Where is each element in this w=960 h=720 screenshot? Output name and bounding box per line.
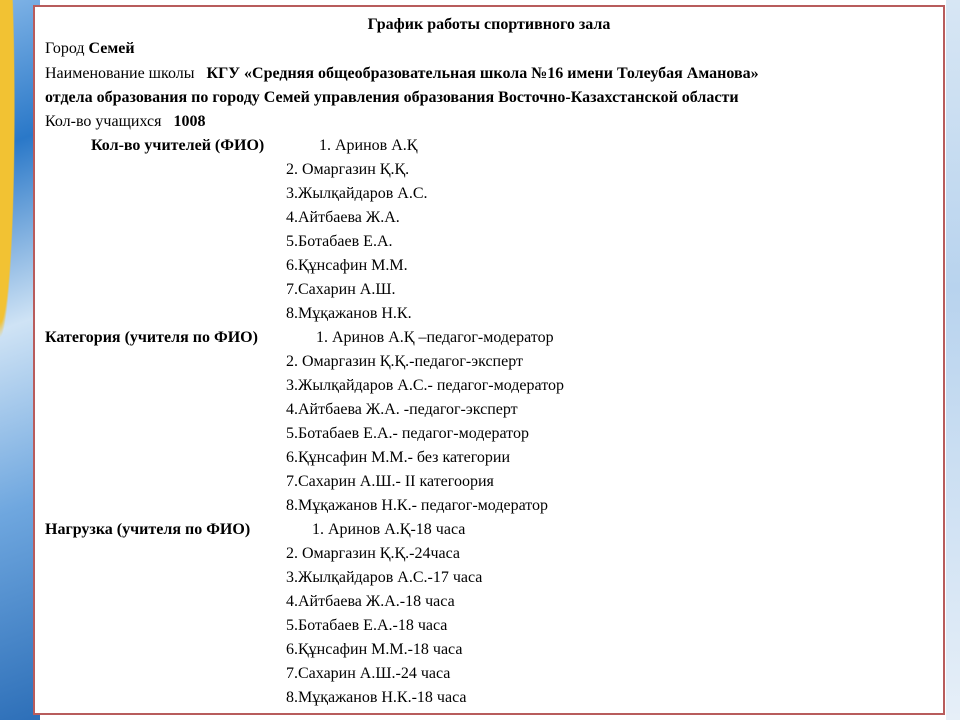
category-item: 5.Ботабаев Е.А.- педагог-модератор xyxy=(286,425,529,442)
teacher-item: 3.Жылқайдаров А.С. xyxy=(286,185,428,202)
school-name-line2: отдела образования по городу Семей управления образования Восточно-Казахстанской области xyxy=(45,89,739,106)
category-item: 6.Құнсафин М.М.- без категории xyxy=(286,449,511,466)
load-item: 3.Жылқайдаров А.С.-17 часа xyxy=(286,569,483,586)
document-panel xyxy=(33,5,945,715)
teacher-item: 2. Омаргазин Қ.Қ. xyxy=(286,161,410,178)
teacher-item: 5.Ботабаев Е.А. xyxy=(286,233,393,250)
category-item: 2. Омаргазин Қ.Қ.-педагог-эксперт xyxy=(286,353,523,370)
teachers-label: Кол-во учителей (ФИО) xyxy=(91,137,265,154)
teacher-item: 8.Мұқажанов Н.К. xyxy=(286,305,412,322)
school-label: Наименование школы xyxy=(45,65,195,82)
teacher-item: 4.Айтбаева Ж.А. xyxy=(286,209,400,226)
students-label: Кол-во учащихся xyxy=(45,113,162,130)
load-item: 8.Мұқажанов Н.К.-18 часа xyxy=(286,689,467,706)
load-item: 4.Айтбаева Ж.А.-18 часа xyxy=(286,593,455,610)
teacher-item: 6.Құнсафин М.М. xyxy=(286,257,408,274)
category-item: 7.Сахарин А.Ш.- II категоория xyxy=(286,473,494,490)
students-row xyxy=(45,112,205,132)
school-name-line1: КГУ «Средняя общеобразовательная школа №16 имени Толеубая Аманова» xyxy=(206,65,759,82)
school-row xyxy=(45,64,759,84)
load-item: 1. Аринов А.Қ-18 часа xyxy=(312,521,466,538)
load-item: 2. Омаргазин Қ.Қ.-24часа xyxy=(286,545,460,562)
load-item: 6.Құнсафин М.М.-18 часа xyxy=(286,641,463,658)
background-decoration-right xyxy=(946,0,960,720)
page-title: График работы спортивного зала xyxy=(367,16,611,33)
category-item: 8.Мұқажанов Н.К.- педагог-модератор xyxy=(286,497,549,514)
category-item: 3.Жылқайдаров А.С.- педагог-модератор xyxy=(286,377,564,394)
city-value: Семей xyxy=(88,40,135,57)
category-item: 4.Айтбаева Ж.А. -педагог-эксперт xyxy=(286,401,518,418)
load-label: Нагрузка (учителя по ФИО) xyxy=(45,521,251,538)
category-label: Категория (учителя по ФИО) xyxy=(45,329,258,346)
teacher-item: 1. Аринов А.Қ xyxy=(319,137,418,154)
city-label: Город xyxy=(45,40,85,57)
load-item: 7.Сахарин А.Ш.-24 часа xyxy=(286,665,451,682)
load-item: 5.Ботабаев Е.А.-18 часа xyxy=(286,617,448,634)
category-item: 1. Аринов А.Қ –педагог-модератор xyxy=(316,329,554,346)
teacher-item: 7.Сахарин А.Ш. xyxy=(286,281,396,298)
city-row xyxy=(45,39,135,59)
students-value: 1008 xyxy=(173,113,206,130)
